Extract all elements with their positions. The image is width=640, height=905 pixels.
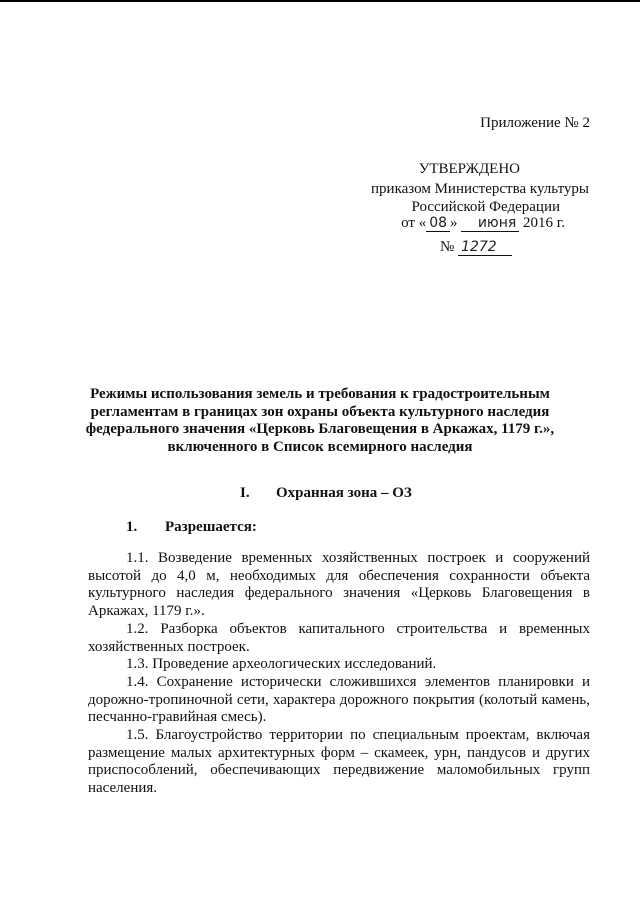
document-title: Режимы использования земель и требования к градостроительным регламентам в границах зон охраны объекта культурного наследия федерального значения «Церковь Благовещения в Аркажах, 1179 г.», включенного в Список всемирного наследия: [85, 386, 555, 455]
scan-top-edge: [0, 0, 640, 2]
approved-heading: [0, 161, 520, 178]
date-prefix: от «: [401, 215, 427, 231]
date-year: 2016 г.: [519, 215, 565, 231]
appendix-label: Приложение № 2: [480, 115, 590, 131]
list-item: 1.3. Проведение археологических исследований.: [126, 656, 437, 673]
subsection-number: 1.: [126, 519, 138, 535]
approved-text: УТВЕРЖДЕНО: [418, 161, 520, 177]
approval-order-line: приказом Министерства культуры: [371, 181, 589, 197]
approval-number-line: [440, 239, 512, 256]
permitted-items-list: [88, 550, 590, 798]
list-item: 1.5. Благоустройство территории по специальным проектам, включая размещение малых архитектурных форм – скамеек, урн, пандусов и других приспособлений, обеспечивающих передвижение маломобильных групп населения.: [88, 727, 590, 797]
handwritten-day: 08: [426, 216, 450, 232]
section-title: Охранная зона – ОЗ: [276, 485, 412, 501]
subsection-title: Разрешается:: [165, 519, 257, 535]
list-item: 1.2. Разборка объектов капитального строительства и временных хозяйственных построек.: [88, 620, 590, 655]
list-item: 1.4. Сохранение исторически сложившихся элементов планировки и дорожно-тропиночной сети, характера дорожного покрытия (колотый камень, песчанно-гравийная смесь).: [88, 673, 590, 726]
approval-date-line: [0, 215, 565, 232]
date-separator: »: [450, 215, 462, 231]
list-item: 1.1. Возведение временных хозяйственных построек и сооружений высотой до 4,0 м, необходимых для обеспечения сохранности объекта культурного наследия федерального значения «Церковь Благовещения в Аркажах, 1179 г.».: [88, 550, 590, 620]
handwritten-number: 1272: [458, 240, 512, 256]
approval-ministry-line: Российской Федерации: [411, 199, 560, 215]
handwritten-month: июня: [461, 216, 519, 232]
number-prefix: №: [440, 239, 459, 255]
section-number: I.: [240, 485, 250, 501]
